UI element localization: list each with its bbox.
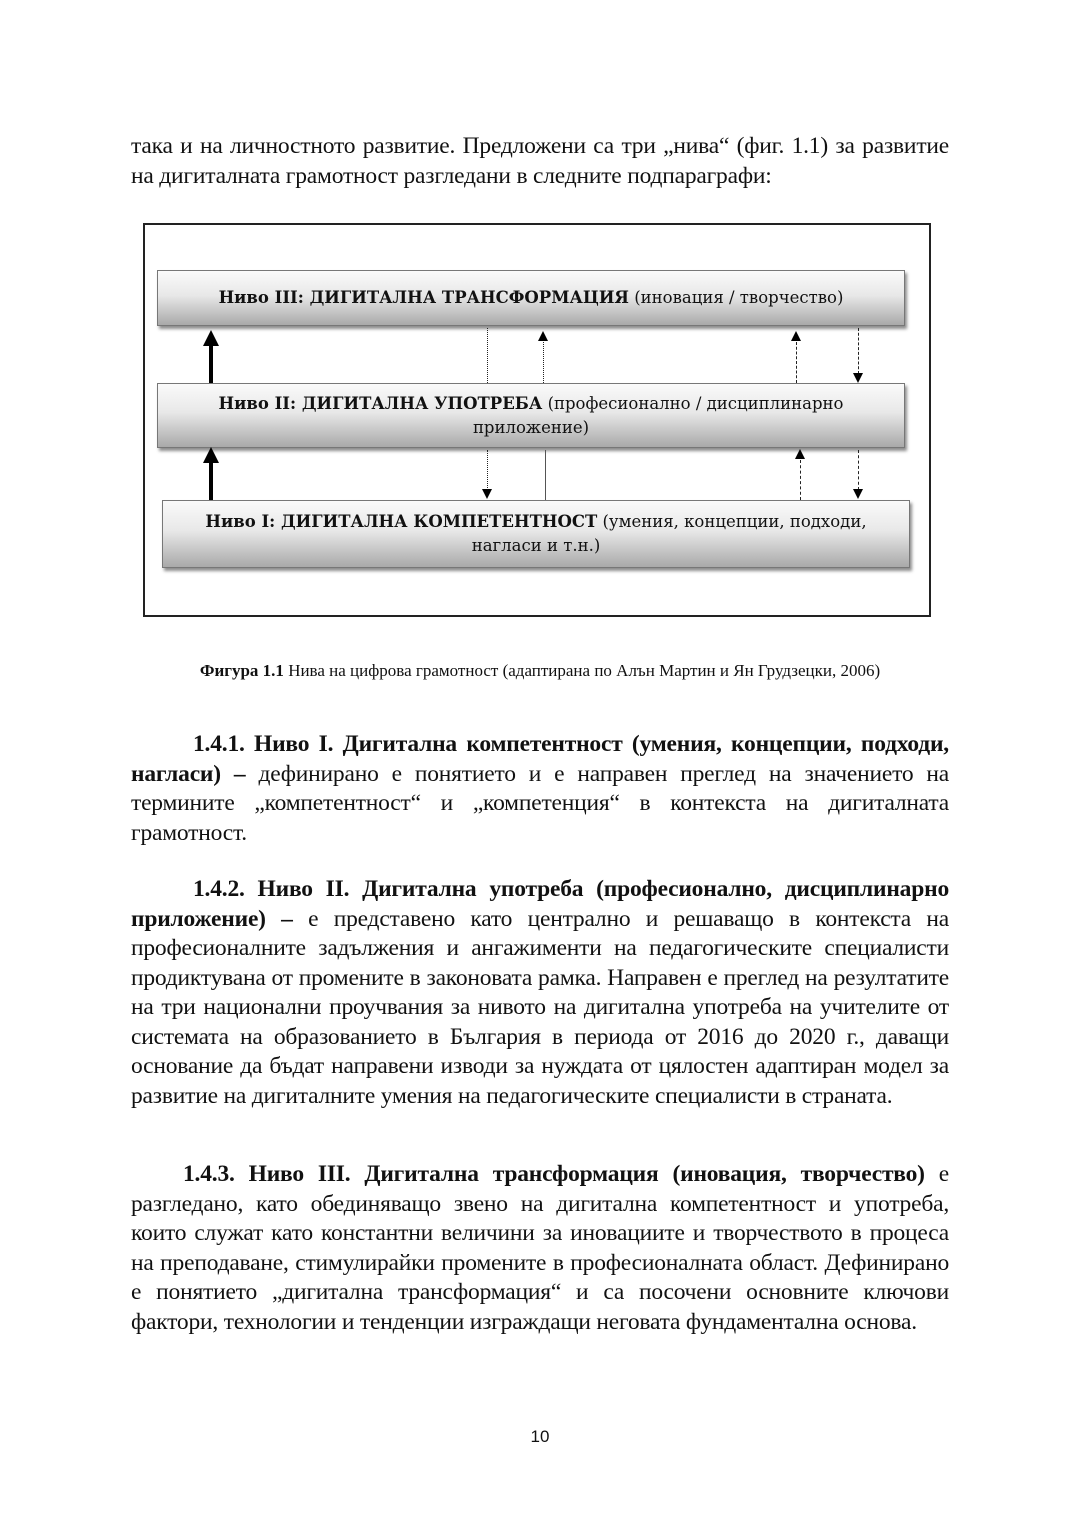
section-1-4-3-body: е разгледано, като обединяващо звено на дигитална компетентност и употреба, които служат като константни величини за иновациите и творчеството в процеса на преподаване, стимулирайки промените в професионалната област. Дефинирано е понятието „дигитална трансформация“ и са посочени основните ключови фактори, технологии и тенденции изграждащи неговата фундаментална основа. [131,1161,949,1335]
level-1-box [162,500,910,568]
section-1-4-2 [131,875,949,1111]
section-1-4-2-body: е представено като централно и решаващо в контекста на професионалните задължения и ангажименти на педагогическите специалисти продиктувана от промените в законовата рамка. Направен е преглед на резултатите на три национални проучвания за нивото на дигитална употреба на учителите от системата на образованието в България в периода от 2016 до 2020 г., даващи основание да бъдат направени изводи за нуждата от цялостен адаптиран модел за развитие на дигиталните умения на педагогическите специалисти в страната. [131,905,949,1109]
arrow-head-down-icon [482,489,492,499]
arrow-head-down-icon [853,373,863,383]
level-3-description: (иновация / творчество) [634,288,844,307]
dashed-arrow-down-3-to-2 [858,328,859,374]
arrow-head-up-icon [203,330,219,346]
dashed-arrow-up-1-to-2 [800,460,801,500]
arrow-head-up-icon [203,447,219,463]
page-number: 10 [530,1427,550,1446]
arrow-head-up-icon [795,449,805,459]
level-2-box [157,383,905,448]
level-1-name: Ниво I: ДИГИТАЛНА КОМПЕТЕНТНОСТ [205,512,598,531]
dotted-arrow-up-2-to-3 [543,342,544,383]
intro-paragraph [131,132,949,191]
figure-caption-text: Нива на цифрова грамотност (адаптирана по Алън Мартин и Ян Грудзецки, 2006) [283,661,881,680]
dotted-line-3-to-2 [487,328,488,383]
section-1-4-1-heading: 1.4.1. Ниво I. Дигитална компетентност (умения, концепции, подходи, нагласи) – [131,731,949,787]
section-1-4-2-heading: 1.4.2. Ниво II. Дигитална употреба (професионално, дисциплинарно приложение) – [131,876,949,932]
section-1-4-1 [131,730,949,848]
arrow-head-up-icon [538,331,548,341]
thin-line-2-to-1 [545,450,546,500]
level-1-description: (умения, концепции, подходи, нагласи и т.н.) [471,512,867,555]
level-2-name: Ниво II: ДИГИТАЛНА УПОТРЕБА [218,393,543,413]
dotted-arrow-down-2-to-1 [487,450,488,490]
dashed-arrow-up-2-to-3 [796,342,797,383]
level-3-name: Ниво III: ДИГИТАЛНА ТРАНСФОРМАЦИЯ [218,288,629,307]
arrow-head-up-icon [791,331,801,341]
level-2-description: (професионално / дисциплинарно приложение) [472,393,844,437]
level-3-box [157,270,905,326]
section-1-4-3 [131,1160,949,1337]
dashed-arrow-down-2-to-1 [858,450,859,490]
arrow-up-thick-2-to-3 [209,345,213,383]
intro-text: така и на личностното развитие. Предложени са три „нива“ (фиг. 1.1) за развитие на дигиталната грамотност разгледани в следните подпараграфи: [131,133,949,189]
section-1-4-3-heading: 1.4.3. Ниво III. Дигитална трансформация (иновация, творчество) [183,1161,925,1187]
figure-caption-label: Фигура 1.1 [199,661,284,680]
arrow-up-thick-1-to-2 [209,462,213,500]
arrow-head-down-icon [853,489,863,499]
figure-caption [131,660,949,682]
section-1-4-1-body: дефинирано е понятието и е направен преглед на значението на термините „компетентност“ и „компетенция“ в контекста на дигиталната грамотност. [131,760,949,846]
